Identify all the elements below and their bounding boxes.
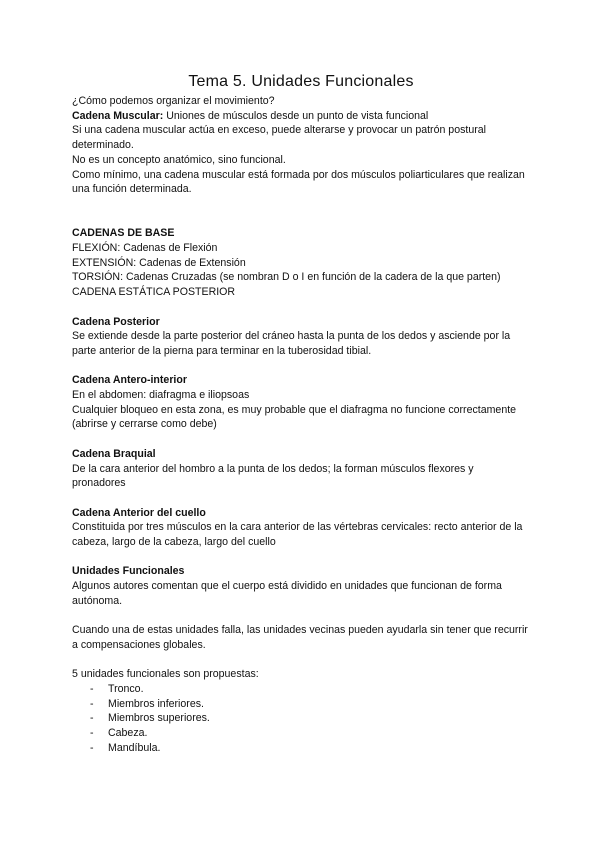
unidades-list-intro: 5 unidades funcionales son propuestas:	[72, 668, 259, 681]
section-heading-anterior-cuello: Cadena Anterior del cuello	[72, 506, 206, 519]
base-line-estatica: CADENA ESTÁTICA POSTERIOR	[72, 286, 236, 299]
section-heading-antero-interior: Cadena Antero-interior	[72, 374, 187, 387]
spacer	[72, 432, 530, 447]
section-heading-posterior: Cadena Posterior	[72, 315, 160, 328]
list-item: - Tronco.	[72, 682, 530, 697]
cadena-muscular-text: Uniones de músculos desde un punto de vista funcional	[163, 109, 429, 122]
cuello-text: Constituida por tres músculos en la cara anterior de las vértebras cervicales: recto anterior de la cabeza, largo de la cabeza, largo del cuello	[72, 521, 523, 548]
cadena-muscular-definition	[72, 109, 530, 124]
page-title: Tema 5. Unidades Funcionales	[188, 73, 414, 90]
spacer	[72, 550, 530, 565]
spacer	[72, 653, 530, 668]
intro-line-2: No es un concepto anatómico, sino funcional.	[72, 153, 286, 166]
list-item: - Mandíbula.	[72, 741, 530, 756]
section-heading-braquial: Cadena Braquial	[72, 447, 156, 460]
intro-line-3: Como mínimo, una cadena muscular está formada por dos músculos poliarticulares que realizan una función determinada.	[72, 168, 525, 196]
antero-line-2: Cualquier bloqueo en esta zona, es muy probable que el diafragma no funcione correctamente (abrirse y cerrarse como debe)	[72, 403, 517, 431]
list-item: - Miembros inferiores.	[72, 697, 530, 712]
spacer	[72, 300, 530, 315]
posterior-text: Se extiende desde la parte posterior del cráneo hasta la punta de los dedos y asciende por la parte anterior de la pierna para terminar en la tuberosidad tibial.	[72, 330, 511, 357]
list-item: - Miembros superiores.	[72, 711, 530, 726]
braquial-text: De la cara anterior del hombro a la punta de los dedos; la forman músculos flexores y pronadores	[72, 462, 474, 490]
intro-line-1: Si una cadena muscular actúa en exceso, puede alterarse y provocar un patrón postural determinado.	[72, 124, 486, 152]
section-heading-cadenas-base: CADENAS DE BASE	[72, 227, 175, 240]
unidades-paragraph-2: Cuando una de estas unidades falla, las unidades vecinas pueden ayudarla sin tener que recurrir a compensaciones globales.	[72, 624, 528, 651]
list-item: - Cabeza.	[72, 726, 530, 741]
cadena-muscular-label: Cadena Muscular:	[72, 109, 164, 122]
intro-question: ¿Cómo podemos organizar el movimiento?	[72, 95, 275, 107]
unidades-list	[72, 682, 530, 756]
spacer	[72, 212, 530, 227]
base-line-flexion: FLEXIÓN: Cadenas de Flexión	[72, 242, 218, 254]
unidades-paragraph-1: Algunos autores comentan que el cuerpo está dividido en unidades que funcionan de forma autónoma.	[72, 580, 502, 607]
section-heading-unidades: Unidades Funcionales	[72, 565, 185, 578]
base-line-torsion: TORSIÓN: Cadenas Cruzadas (se nombran D o I en función de la cadera de la que parten)	[72, 271, 501, 284]
spacer	[72, 491, 530, 506]
base-line-extension: EXTENSIÓN: Cadenas de Extensión	[72, 256, 246, 269]
spacer	[72, 359, 530, 374]
spacer	[72, 197, 530, 212]
antero-line-1: En el abdomen: diafragma e iliopsoas	[72, 389, 250, 401]
spacer	[72, 609, 530, 624]
